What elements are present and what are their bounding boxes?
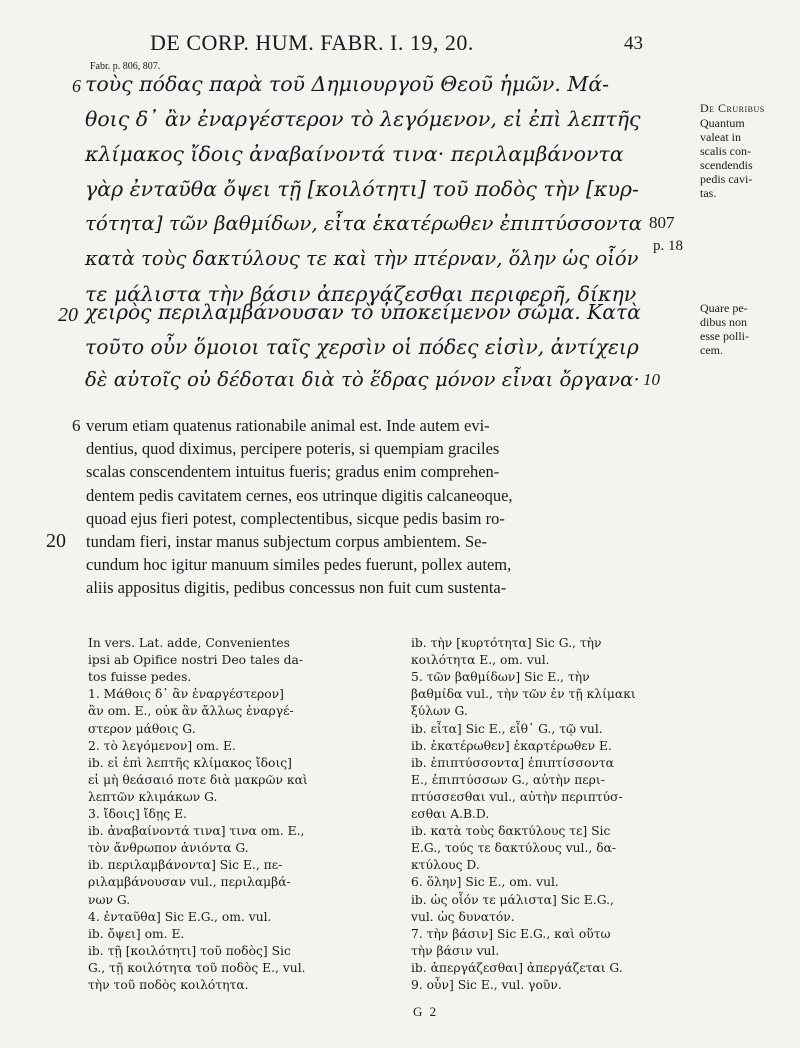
- footnote-line: ipsi ab Opifice nostri Deo tales da-: [88, 653, 304, 668]
- latin-line: dentem pedis cavitatem cernes, eos utrinque digitis calcaneoque,: [86, 486, 513, 505]
- latin-line: verum etiam quatenus rationabile animal est. Inde autem evi-: [86, 416, 490, 435]
- footnote-line: E.G., τούς τε δακτύλους vul., δα-: [411, 841, 617, 856]
- footnote-line: ib. τῇ [κοιλότητι] τοῦ ποδὸς] Sic: [88, 943, 291, 958]
- footnote-line: ib. ἀναβαίνοντά τινα] τινα om. E.,: [88, 824, 305, 839]
- footnote-line: ib. περιλαμβάνοντα] Sic E., πε-: [88, 858, 283, 873]
- footnote-line: ριλαμβάνουσαν vul., περιλαμβά-: [88, 875, 291, 890]
- footnote-line: vul. ὡς δυνατόν.: [411, 909, 515, 924]
- footnote-line: τὴν τοῦ ποδὸς κοιλότητα.: [88, 978, 249, 992]
- footnote-line: εσθαι A.B.D.: [411, 807, 490, 821]
- greek-line: τοὺς πόδας παρὰ τοῦ Δημιουργοῦ Θεοῦ ἡμῶν. Μά-: [85, 72, 610, 96]
- line-number: 6: [72, 76, 81, 96]
- greek-line: τοῦτο οὖν ὅμοιοι ταῖς χερσὶν οἱ πόδες εἰσὶν, ἀντίχειρ: [85, 335, 639, 359]
- footnote-line: λεπτῶν κλιμάκων G.: [88, 789, 218, 804]
- line-number: 10: [643, 370, 660, 389]
- footnote-line: 6. ὅλην] Sic E., om. vul.: [411, 875, 559, 890]
- margin-note-pollex: [700, 301, 790, 357]
- footnote-line: 2. τὸ λεγόμενον] om. E.: [88, 738, 236, 753]
- latin-line: tundam fieri, instar manus subjectum corpus ambientem. Se-: [86, 532, 487, 551]
- footnote-line: τὴν βάσιν vul.: [411, 943, 500, 958]
- greek-line: τότητα] τῶν βαθμίδων, εἶτα ἑκατέρωθεν ἐπιπτύσσοντα: [85, 212, 643, 235]
- running-title: DE CORP. HUM. FABR. I. 19, 20.: [150, 30, 474, 55]
- footnote-line: κοιλότητα E., om. vul.: [411, 653, 550, 668]
- greek-line: κατὰ τοὺς δακτύλους τε καὶ τὴν πτέρναν, ὅλην ὡς οἷόν: [85, 247, 639, 270]
- margin-note-cruribus: [700, 100, 790, 200]
- latin-line: scalas conscendentem intuitus fueris; gradus enim comprehen-: [86, 462, 500, 481]
- margin-note-line: Quantum: [700, 116, 745, 130]
- footnote-line: κτύλους D.: [411, 858, 480, 873]
- footnote-line: ib. ὄψει] om. E.: [88, 926, 185, 941]
- footnote-line: G., τῇ κοιλότητα τοῦ ποδὸς E., vul.: [88, 960, 306, 975]
- fabrica-page-reference: Fabr. p. 806, 807.: [90, 61, 161, 72]
- footnote-line: 4. ἐνταῦθα] Sic E.G., om. vul.: [88, 909, 272, 924]
- footnote-line: 5. τῶν βαθμίδων] Sic E., τὴν: [411, 670, 590, 685]
- line-number: 20: [46, 530, 66, 552]
- margin-note-line: pedis cavi-: [700, 172, 753, 186]
- footnote-line: 9. οὖν] Sic E., vul. γοῦν.: [411, 978, 562, 992]
- fabrica-margin-p: p. 18: [653, 238, 683, 254]
- footnote-line: 7. τὴν βάσιν] Sic E.G., καὶ οὕτω: [411, 926, 611, 941]
- footnote-line: νων G.: [88, 892, 131, 907]
- footnote-line: ib. ἑκατέρωθεν] ἑκαρτέρωθεν E.: [411, 738, 612, 753]
- latin-line: dentius, quod diximus, percipere poteris, si quempiam graciles: [86, 439, 500, 458]
- footnote-line: tos fuisse pedes.: [88, 670, 192, 685]
- page-number: 43: [624, 33, 643, 54]
- margin-note-line: valeat in: [700, 130, 741, 144]
- latin-line: cundum hoc igitur manuum similes pedes fuerunt, pollex autem,: [86, 555, 512, 574]
- margin-note-line: esse polli-: [700, 329, 749, 343]
- margin-note-line: dibus non: [700, 315, 748, 329]
- footnote-line: ib. εἶτα] Sic E., εἶθ᾽ G., τῷ vul.: [411, 721, 603, 736]
- footnote-line: ἂν om. E., οὐκ ἂν ἄλλως ἐναργέ-: [88, 704, 294, 719]
- latin-line: aliis appositus digitis, pedibus concessus non fuit cum sustenta-: [86, 578, 507, 597]
- footnote-line: 1. Μάθοις δ᾽ ἂν ἐναργέστερον]: [88, 687, 284, 702]
- margin-note-line: scalis con-: [700, 144, 751, 158]
- footnote-line: ib. τὴν [κυρτότητα] Sic G., τὴν: [411, 636, 602, 650]
- margin-note-heading: De Cruribus: [700, 101, 765, 115]
- greek-line: χειρὸς περιλαμβάνουσαν τὸ ὑποκείμενον σῶμα. Κατὰ: [85, 300, 641, 324]
- greek-line: γὰρ ἐνταῦθα ὄψει τῇ [κοιλότητι] τοῦ ποδὸς τὴν [κυρ-: [85, 177, 639, 201]
- footnote-line: ib. εἰ ἐπὶ λεπτῆς κλίμακος ἴδοις]: [88, 755, 292, 770]
- greek-line: δὲ αὐτοῖς οὐ δέδοται διὰ τὸ ἕδρας μόνον εἶναι ὄργανα·: [85, 368, 640, 391]
- footnote-line: In vers. Lat. adde, Convenientes: [88, 636, 290, 650]
- fabrica-margin-page: 807: [649, 213, 675, 232]
- margin-note-line: tas.: [700, 186, 717, 200]
- greek-line: κλίμακος ἴδοις ἀναβαίνοντά τινα· περιλαμβάνοντα: [85, 142, 624, 166]
- footnote-line: ib. ὡς οἷόν τε μάλιστα] Sic E.G.,: [411, 892, 614, 907]
- footnote-line: πτύσσεσθαι vul., αὐτὴν περιπτύσ-: [411, 789, 623, 804]
- footnote-line: ξύλων G.: [411, 704, 468, 719]
- footnote-line: στερον μάθοις G.: [88, 721, 196, 736]
- footnote-line: βαθμίδα vul., τὴν τῶν ἐν τῇ κλίμακι: [411, 687, 636, 702]
- footnote-line: ib. κατὰ τοὺς δακτύλους τε] Sic: [411, 824, 611, 839]
- line-number: 6: [72, 416, 81, 435]
- footnote-line: ib. ἐπιπτύσσοντα] ἐπιπτίσσοντα: [411, 755, 614, 770]
- footnote-line: τὸν ἄνθρωπον ἀνιόντα G.: [88, 841, 249, 856]
- greek-line: τε μάλιστα τὴν βάσιν ἀπεργάζεσθαι περιφερῆ, δίκην: [85, 282, 637, 306]
- footnote-line: ib. ἀπεργάζεσθαι] ἀπεργάζεται G.: [411, 960, 623, 975]
- margin-note-line: scendendis: [700, 158, 753, 172]
- line-number: 20: [58, 304, 78, 326]
- margin-note-line: Quare pe-: [700, 301, 748, 315]
- latin-line: quoad ejus fieri potest, complectentibus, sicque pedis basim ro-: [86, 509, 505, 528]
- greek-line: θοις δ᾽ ἂν ἐναργέστερον τὸ λεγόμενον, εἰ ἐπὶ λεπτῆς: [85, 107, 641, 131]
- footnote-line: εἰ μὴ θεάσαιό ποτε διὰ μακρῶν καὶ: [88, 772, 308, 787]
- margin-note-line: cem.: [700, 343, 723, 357]
- footnote-line: 3. ἴδοις] ἴδῃς E.: [88, 807, 187, 821]
- signature-mark: G 2: [413, 1004, 439, 1019]
- footnote-line: E., ἐπιπτύσσων G., αὐτὴν περι-: [411, 772, 605, 787]
